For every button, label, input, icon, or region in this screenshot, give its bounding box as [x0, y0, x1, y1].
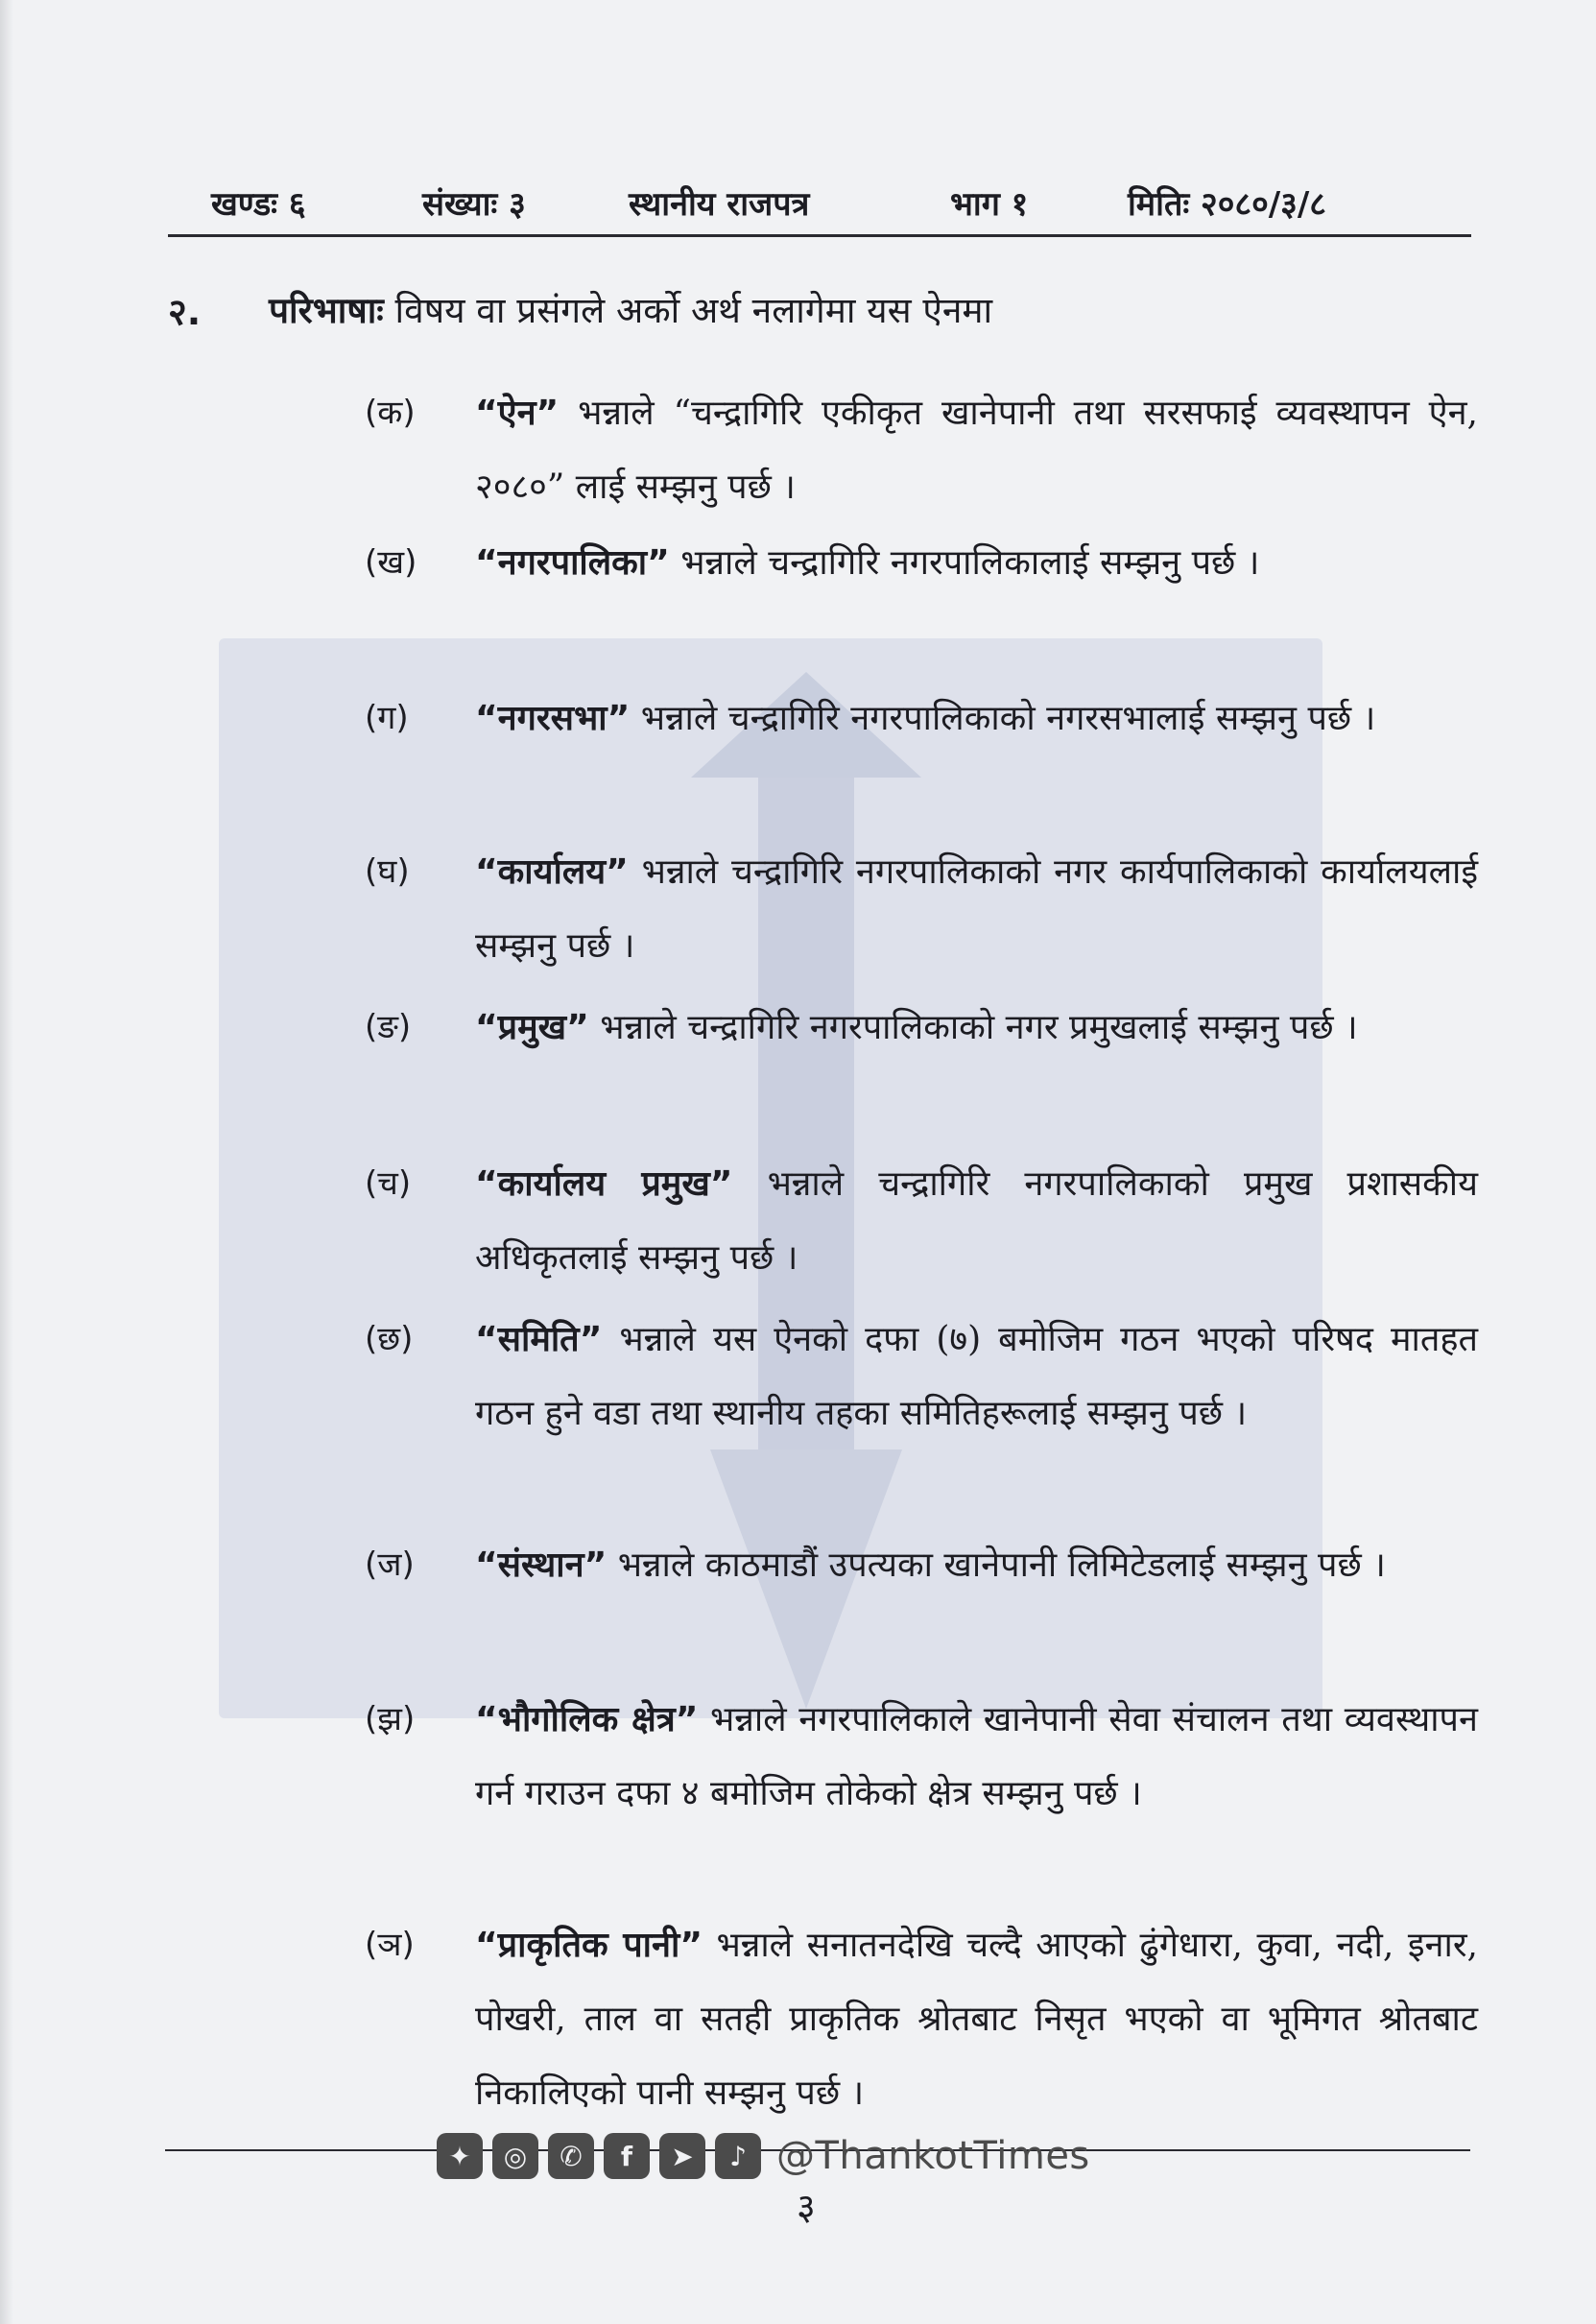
- definition-text: भन्नाले चन्द्रागिरि नगरपालिकाको नगर कार्यपालिकाको कार्यालयलाई सम्झनु पर्छ ।: [475, 852, 1478, 966]
- tiktok-icon: ♪: [715, 2133, 761, 2179]
- social-handle: @ThankotTimes: [776, 2134, 1090, 2178]
- definition-label: (छ): [365, 1320, 414, 1358]
- twitter-icon: ✦: [437, 2133, 483, 2179]
- facebook-icon: f: [604, 2133, 650, 2179]
- definition-label: (ञ): [365, 1926, 415, 1964]
- header-title: स्थानीय राजपत्र: [629, 185, 810, 224]
- header-khanda: खण्डः ६: [211, 185, 306, 224]
- page-number: ३: [797, 2186, 816, 2228]
- header-sankhya: संख्याः ३: [422, 185, 526, 224]
- definition-item: [365, 1908, 1478, 2130]
- definition-text: भन्नाले चन्द्रागिरि नगरपालिकाको नगर प्रमुखलाई सम्झनु पर्छ ।: [588, 1008, 1358, 1047]
- whatsapp-icon: ✆: [548, 2133, 594, 2179]
- definition-text: भन्नाले चन्द्रागिरि नगरपालिकाको प्रमुख प्रशासकीय अधिकृतलाई सम्झनु पर्छ ।: [475, 1164, 1478, 1278]
- definition-label: (ख): [365, 543, 417, 582]
- definition-label: (घ): [365, 852, 410, 891]
- definition-item: [365, 526, 1478, 600]
- definition-text: भन्नाले नगरपालिकाले खानेपानी सेवा संचालन तथा व्यवस्थापन गर्न गराउन दफा ४ बमोजिम तोकेको क्षेत्र सम्झनु पर्छ ।: [475, 1700, 1478, 1813]
- definition-label: (झ): [365, 1700, 416, 1738]
- definition-item: [365, 682, 1478, 755]
- definition-item: [365, 835, 1478, 983]
- definition-label: (ज): [365, 1545, 415, 1584]
- definition-item: [365, 1303, 1478, 1450]
- definition-term: “कार्यालय प्रमुख”: [475, 1164, 733, 1204]
- definition-term: “कार्यालय”: [475, 852, 629, 892]
- definition-text: भन्नाले चन्द्रागिरि नगरपालिकालाई सम्झनु पर्छ ।: [669, 543, 1260, 583]
- definition-label: (ग): [365, 699, 409, 737]
- definition-term: “समिति”: [475, 1320, 603, 1359]
- definition-text: भन्नाले काठमाडौं उपत्यका खानेपानी लिमिटेडलाई सम्झनु पर्छ ।: [607, 1545, 1386, 1585]
- definition-term: “प्रमुख”: [475, 1008, 589, 1047]
- header-rule: [168, 234, 1471, 237]
- definition-item: [365, 376, 1478, 524]
- definition-text: भन्नाले सनातनदेखि चल्दै आएको ढुंगेधारा, कुवा, नदी, इनार, पोखरी, ताल वा सतही प्राकृतिक श्रोतबाट निसृत भएको वा भूमिगत श्रोतबाट निकालिएको पानी सम्झनु पर्छ ।: [475, 1926, 1478, 2113]
- section-heading: [269, 284, 992, 333]
- definition-term: “नगरपालिका”: [475, 543, 670, 583]
- definition-text: भन्नाले चन्द्रागिरि नगरपालिकाको नगरसभालाई सम्झनु पर्छ ।: [630, 699, 1376, 738]
- definition-term: “भौगोलिक क्षेत्र”: [475, 1700, 699, 1739]
- section-number: २.: [168, 291, 202, 333]
- definition-item: [365, 1528, 1478, 1602]
- definition-item: [365, 1683, 1478, 1831]
- definition-text: भन्नाले यस ऐनको दफा (७) बमोजिम गठन भएको परिषद मातहत गठन हुने वडा तथा स्थानीय तहका समितिहरूलाई सम्झनु पर्छ ।: [475, 1320, 1478, 1433]
- definition-term: “संस्थान”: [475, 1545, 607, 1585]
- definition-label: (च): [365, 1164, 412, 1203]
- definition-term: “नगरसभा”: [475, 699, 631, 738]
- header-miti: मितिः २०८०/३/८: [1128, 185, 1326, 224]
- definition-item: [365, 991, 1478, 1065]
- binding-edge: [0, 0, 13, 2324]
- definition-term: “ऐन”: [475, 394, 560, 433]
- definition-label: (ङ): [365, 1008, 412, 1046]
- social-watermark: [437, 2131, 1090, 2181]
- definition-term: “प्राकृतिक पानी”: [475, 1926, 703, 1965]
- instagram-icon: ◎: [492, 2133, 538, 2179]
- gazette-header: [168, 173, 1471, 228]
- definition-item: [365, 1147, 1478, 1295]
- definition-text: भन्नाले “चन्द्रागिरि एकीकृत खानेपानी तथा सरसफाई व्यवस्थापन ऐन, २०८०” लाई सम्झनु पर्छ ।: [475, 394, 1478, 507]
- header-bhag: भाग १: [950, 185, 1029, 224]
- definition-label: (क): [365, 394, 416, 432]
- section-heading-bold: परिभाषाः: [269, 290, 384, 331]
- telegram-icon: ➤: [659, 2133, 705, 2179]
- section-heading-text: विषय वा प्रसंगले अर्को अर्थ नलागेमा यस ऐनमा: [383, 290, 993, 331]
